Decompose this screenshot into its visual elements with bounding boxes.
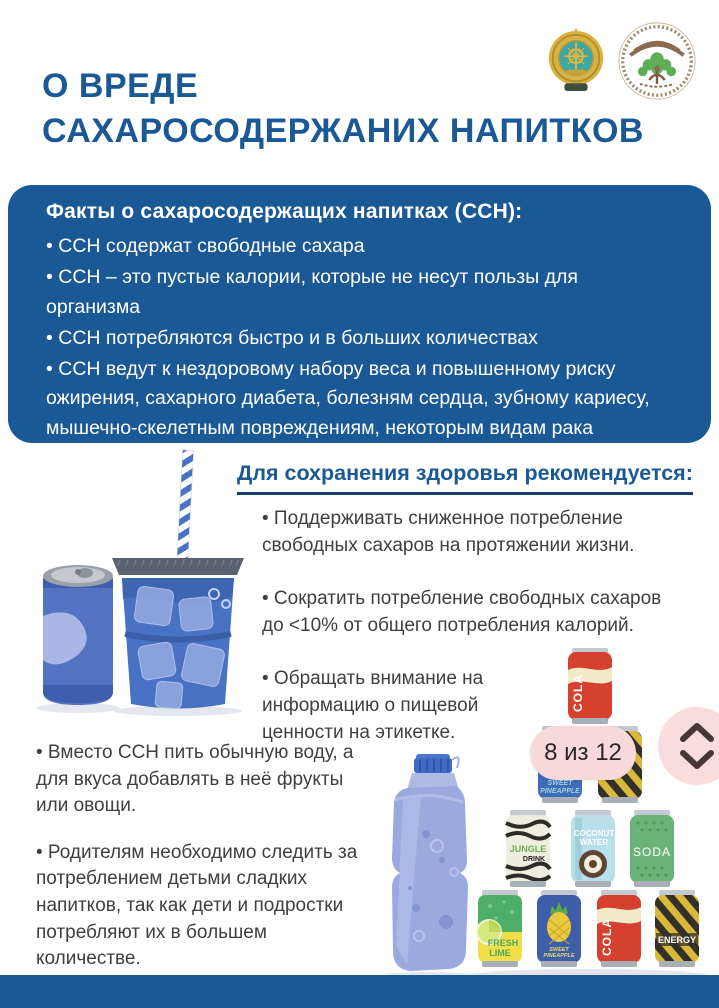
recommendation-item: • Вместо ССН пить обычную воду, а для вкуса добавлять в неё фрукты или овощи.	[36, 742, 354, 817]
can-energy	[655, 890, 699, 967]
recommendation-item: • Родителям необходимо следить за потреблением детьми сладких напитков, так как дети и подростки потребляют их в большем количестве.	[36, 841, 358, 970]
facts-card-heading: Факты о сахаросодержащих напитках (ССН):	[46, 200, 523, 223]
cans-pyramid-illustration	[460, 640, 719, 988]
recommendations-left-column	[36, 740, 368, 993]
can-label: WATER	[579, 838, 609, 847]
soda-cup	[122, 578, 234, 709]
chevron-up-icon[interactable]	[683, 726, 711, 739]
can-cola-bottom	[597, 890, 641, 967]
page-title-line2: САХАРОСОДЕРЖАНИХ НАПИТКОВ	[42, 111, 644, 150]
can-label: DRINK	[522, 856, 546, 863]
cup-lid	[112, 558, 244, 575]
facts-card	[8, 185, 711, 443]
can-sweet-pineapple	[537, 890, 581, 967]
can-fresh-lime	[477, 890, 522, 967]
soda-cup-illustration	[28, 448, 263, 720]
facts-bullet: • ССН содержат свободные сахара	[46, 235, 365, 257]
can-cola-top	[568, 648, 612, 724]
can-jungle-drink	[506, 810, 550, 887]
page-title-line1: О ВРЕДЕ	[42, 67, 199, 105]
can-label: COLA	[600, 918, 614, 956]
can-label: PINEAPPLE	[540, 788, 580, 795]
recommendation-item: • Поддерживать сниженное потребление свободных сахаров на протяжении жизни.	[262, 508, 635, 556]
can-label: SODA	[632, 845, 672, 859]
page-indicator-label: 8 из 12	[544, 739, 622, 766]
can-soda	[630, 810, 674, 887]
facts-bullet: • ССН – это пустые калории, которые не несут пользы для организма	[46, 266, 578, 318]
can-label: JUNGLE	[509, 844, 547, 854]
chevron-down-icon[interactable]	[683, 753, 711, 766]
footer-bar	[0, 975, 719, 1008]
recommendation-item: • Обращать внимание на информацию о пищевой ценности на этикетке.	[262, 667, 484, 743]
can-label: COCONUT	[573, 829, 615, 838]
page-indicator	[530, 726, 636, 780]
water-bottle	[392, 754, 468, 971]
can-label: SWEET	[547, 780, 573, 787]
recommendations-heading: Для сохранения здоровья рекомендуется:	[237, 461, 693, 495]
soda-can	[43, 565, 113, 705]
can-label: LIME	[489, 948, 511, 958]
can-label: SWEET	[549, 947, 569, 953]
facts-bullet: • ССН потребляются быстро и в больших количествах	[46, 326, 538, 349]
can-label: PINEAPPLE	[543, 953, 575, 959]
can-coconut-water	[571, 810, 615, 887]
recommendation-item: • Сократить потребление свободных сахаров до <10% от общего потребления калорий.	[262, 587, 662, 636]
can-cola-top-label: COLA	[571, 674, 585, 712]
page-title	[42, 64, 682, 154]
facts-bullet: • ССН ведут к нездоровому набору веса и повышенному риску ожирения, сахарного диабета, болезням сердца, зубному кариесу, мышечно-скелетным повреждениям, некоторым видам рака	[46, 358, 650, 439]
can-label: ENERGY	[657, 935, 697, 945]
straw	[177, 450, 194, 562]
can-label: FRESH	[487, 938, 519, 948]
